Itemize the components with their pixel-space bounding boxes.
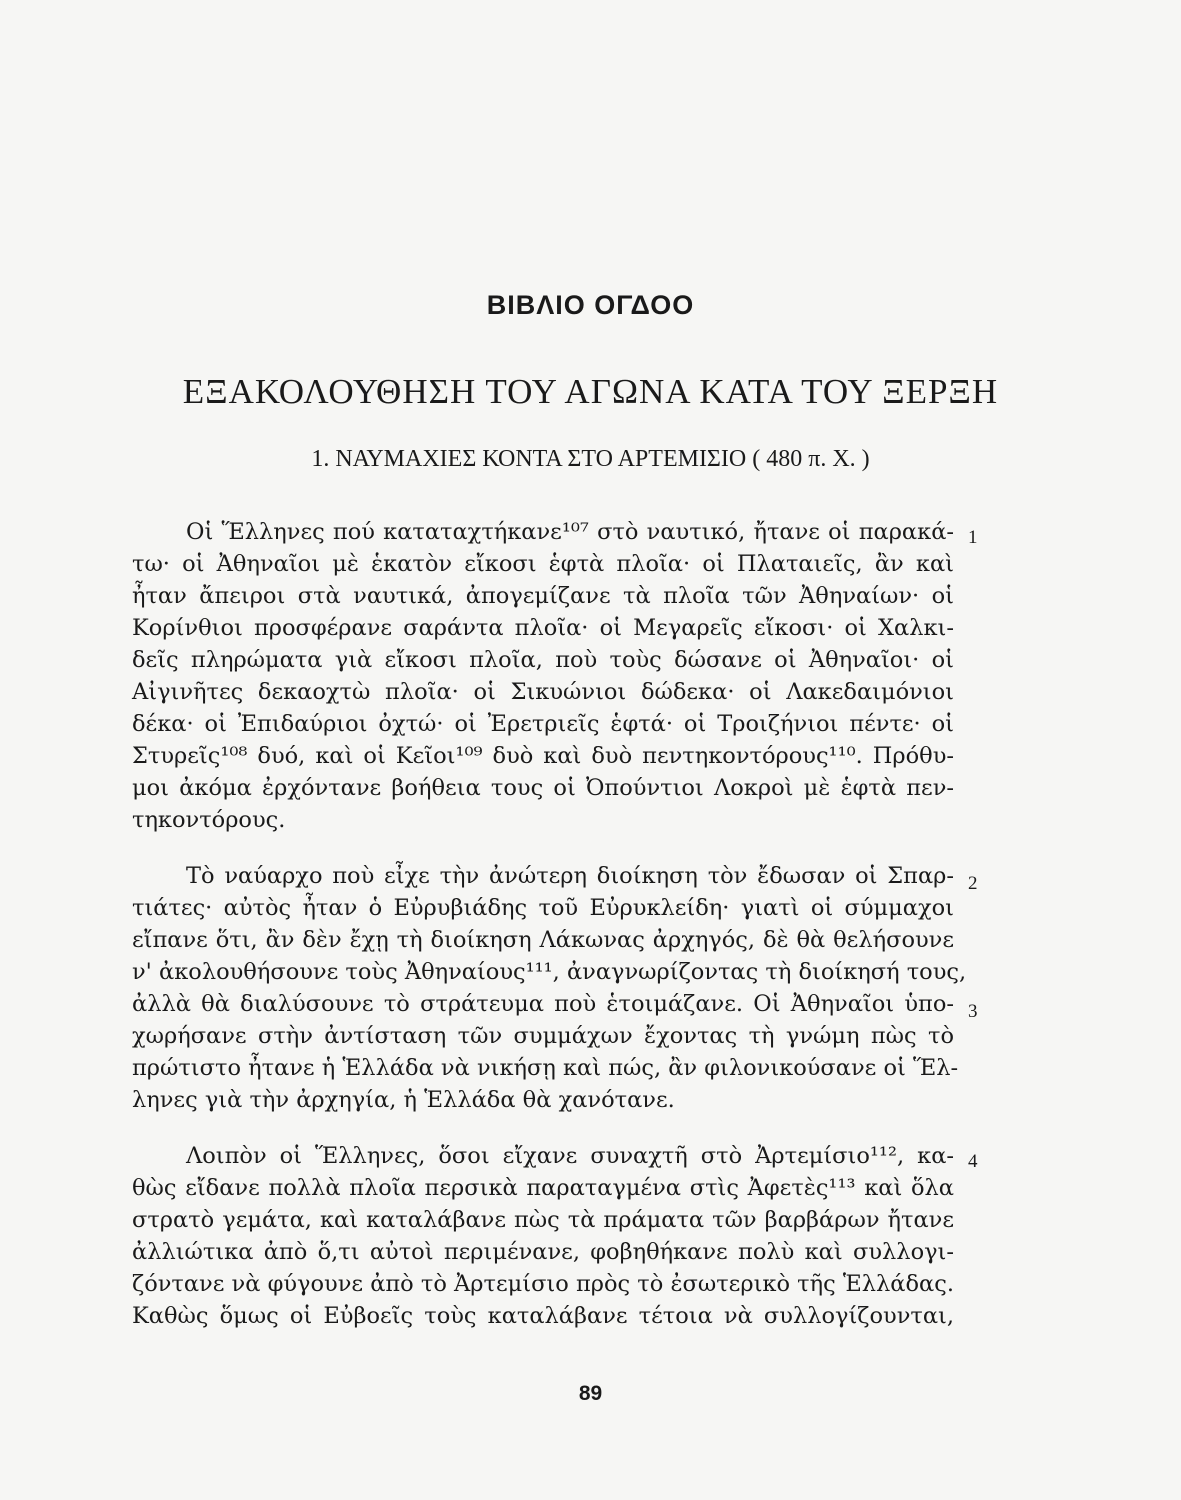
text-line: χωρήσανε στὴν ἀντίσταση τῶν συμμάχων ἔχοντας τὴ γνώμη πὼς τὸ [132, 1023, 954, 1049]
text-line: θὼς εἴδανε πολλὰ πλοῖα περσικὰ παραταγμένα στὶς Ἀφετὲς¹¹³ καὶ ὅλα [132, 1175, 954, 1201]
text-line: δεῖς πληρώματα γιὰ εἴκοσι πλοῖα, ποὺ τοὺς δώσανε οἱ Ἀθηναῖοι· οἱ [132, 647, 954, 673]
book-title: ΒΙΒΛΙΟ ΟΓΔΟΟ [486, 290, 695, 320]
text-line: ἦταν ἄπειροι στὰ ναυτικά, ἀπογεμίζανε τὰ πλοῖα τῶν Ἀθηναίων· οἱ [132, 583, 954, 609]
page-number: 89 [578, 1382, 603, 1405]
text-line: Αἰγινῆτες δεκαοχτὼ πλοῖα· οἱ Σικυώνιοι δώδεκα· οἱ Λακεδαιμόνιοι [132, 679, 954, 705]
text-line: στρατὸ γεμάτα, καὶ καταλάβανε πὼς τὰ πράματα τῶν βαρβάρων ἤτανε [132, 1207, 954, 1233]
text-line: τω· οἱ Ἀθηναῖοι μὲ ἑκατὸν εἴκοσι ἑφτὰ πλοῖα· οἱ Πλαταιεῖς, ἂν καὶ [132, 551, 954, 577]
text-line: ἀλλὰ θὰ διαλύσουνε τὸ στράτευμα ποὺ ἑτοιμάζανε. Οἱ Ἀθηναῖοι ὑπο- [132, 991, 954, 1017]
paragraph-number: 3 [968, 1001, 978, 1022]
text-line: Οἱ Ἕλληνες πού καταταχτήκανε¹⁰⁷ στὸ ναυτικό, ἤτανε οἱ παρακά- [186, 519, 954, 545]
paragraph-number: 2 [968, 873, 978, 894]
text-line: ν' ἀκολουθήσουνε τοὺς Ἀθηναίους¹¹¹, ἀναγνωρίζοντας τὴ διοίκησή τους, [132, 959, 967, 985]
text-line: Τὸ ναύαρχο ποὺ εἶχε τὴν ἀνώτερη διοίκηση τὸν ἔδωσαν οἱ Σπαρ- [186, 863, 954, 889]
text-line: πρώτιστο ἦτανε ἡ Ἑλλάδα νὰ νικήσῃ καὶ πώς, ἂν φιλονικούσανε οἱ Ἕλ- [132, 1055, 959, 1081]
text-line: Στυρεῖς¹⁰⁸ δυό, καὶ οἱ Κεῖοι¹⁰⁹ δυὸ καὶ δυὸ πεντηκοντόρους¹¹⁰. Πρόθυ- [132, 743, 954, 769]
text-line: Κορίνθιοι προσφέρανε σαράντα πλοῖα· οἱ Μεγαρεῖς εἴκοσι· οἱ Χαλκι- [132, 615, 954, 641]
text-line: εἴπανε ὅτι, ἂν δὲν ἔχῃ τὴ διοίκηση Λάκωνας ἀρχηγός, δὲ θὰ θελήσουνε [132, 927, 954, 953]
text-line: δέκα· οἱ Ἐπιδαύριοι ὀχτώ· οἱ Ἐρετριεῖς ἑφτά· οἱ Τροιζήνιοι πέντε· οἱ [132, 711, 954, 737]
text-line: τηκοντόρους. [132, 807, 286, 833]
text-line: ληνες γιὰ τὴν ἀρχηγία, ἡ Ἑλλάδα θὰ χανότανε. [132, 1087, 675, 1113]
text-line: Καθὼς ὅμως οἱ Εὐβοεῖς τοὺς καταλάβανε τέτοια νὰ συλλογίζουνται, [132, 1303, 954, 1329]
section-title: 1. ΝΑΥΜΑΧΙΕΣ ΚΟΝΤΑ ΣΤΟ ΑΡΤΕΜΙΣΙΟ ( 480 π. Χ. ) [311, 446, 870, 472]
text-line: τιάτες· αὐτὸς ἦταν ὁ Εὐρυβιάδης τοῦ Εὐρυκλείδη· γιατὶ οἱ σύμμαχοι [132, 895, 954, 921]
text-line: Λοιπὸν οἱ Ἕλληνες, ὅσοι εἴχανε συναχτῆ στὸ Ἀρτεμίσιο¹¹², κα- [186, 1143, 954, 1169]
paragraph-number: 4 [968, 1151, 978, 1172]
text-line: μοι ἀκόμα ἐρχόντανε βοήθεια τους οἱ Ὀπούντιοι Λοκροὶ μὲ ἑφτὰ πεν- [132, 775, 954, 801]
text-line: ἀλλιώτικα ἀπὸ ὅ,τι αὐτοὶ περιμένανε, φοβηθήκανε πολὺ καὶ συλλογι- [132, 1239, 954, 1265]
paragraph-number: 1 [968, 527, 978, 548]
text-line: ζόντανε νὰ φύγουνε ἀπὸ τὸ Ἀρτεμίσιο πρὸς τὸ ἐσωτερικὸ τῆς Ἑλλάδας. [132, 1271, 954, 1297]
chapter-title: ΕΞΑΚΟΛΟΥΘΗΣΗ ΤΟΥ ΑΓΩΝΑ ΚΑΤΑ ΤΟΥ ΞΕΡΞΗ [182, 372, 999, 411]
